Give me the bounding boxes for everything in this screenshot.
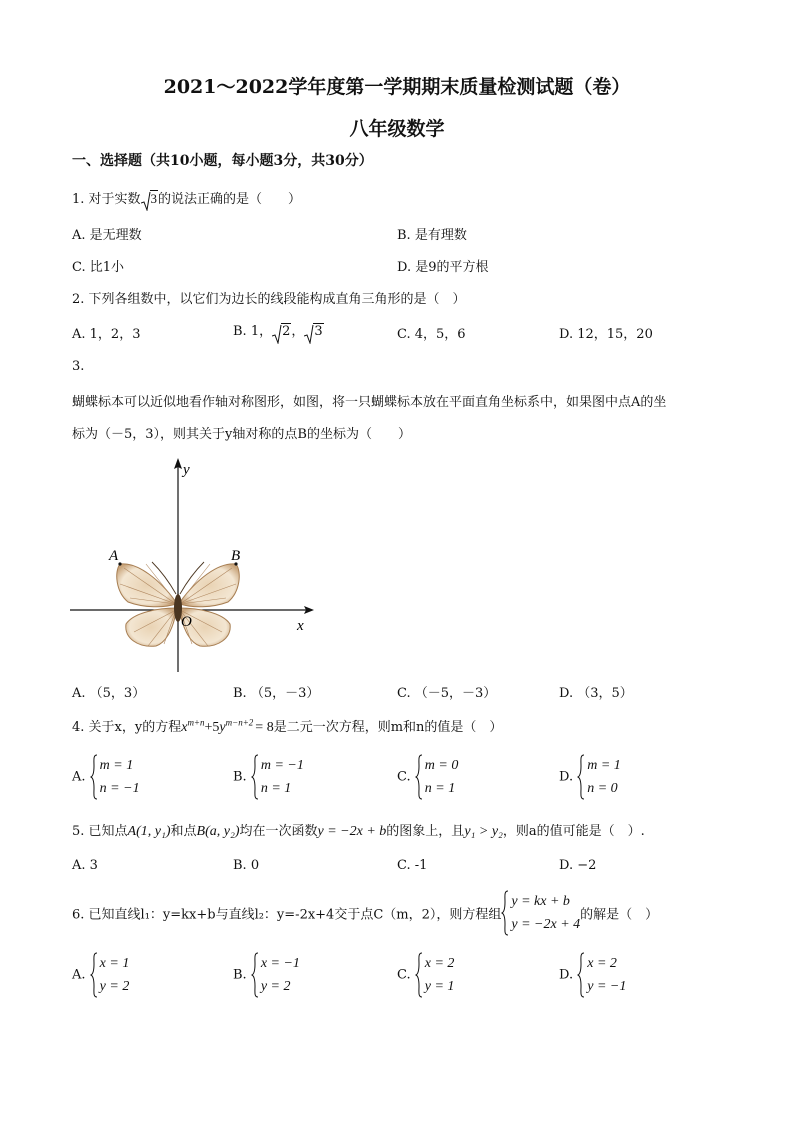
- q4-option-b[interactable]: B. m = −1 n = 1: [233, 754, 304, 800]
- page-subtitle: 八年级数学: [349, 118, 445, 140]
- q5-option-d[interactable]: D. −2: [559, 858, 597, 873]
- q2-option-c[interactable]: C. 4，5，6: [397, 327, 466, 342]
- q5-option-c[interactable]: C. -1: [397, 858, 428, 873]
- question-2: 2. 下列各组数中，以它们为边长的线段能构成直角三角形的是（ ）: [72, 292, 466, 307]
- question-1-suffix: 的说法正确的是（ ）: [158, 192, 302, 207]
- q3-option-d[interactable]: D. （3，5）: [559, 686, 633, 701]
- sqrt-3: 3: [141, 191, 159, 207]
- q1-option-d[interactable]: D. 是9的平方根: [397, 260, 489, 275]
- page-title: 2021～2022学年度第一学期期末质量检测试题（卷）: [163, 76, 631, 98]
- q4-option-a[interactable]: A. m = 1 n = −1: [72, 754, 140, 800]
- question-6: 6. 已知直线l₁：y=kx+b与直线l₂：y=-2x+4交于点C（m，2），则方程组 y = kx + b y = −2x + 4的解是（ ）: [72, 890, 658, 936]
- q2-option-d[interactable]: D. 12，15，20: [559, 327, 653, 342]
- q6-option-b[interactable]: B. x = −1 y = 2: [233, 952, 300, 998]
- question-1-prefix: 1. 对于实数: [72, 192, 141, 207]
- q6-option-d[interactable]: D. x = 2 y = −1: [559, 952, 626, 998]
- q6-option-c[interactable]: C. x = 2 y = 1: [397, 952, 454, 998]
- label-x: x: [297, 618, 304, 634]
- q4-option-d[interactable]: D. m = 1 n = 0: [559, 754, 621, 800]
- section-heading: 一、选择题（共10小题，每小题3分，共30分）: [72, 153, 373, 169]
- label-y: y: [183, 462, 190, 478]
- sqrt-2: 2: [272, 324, 291, 339]
- label-o: O: [181, 614, 192, 630]
- sqrt-3: 3: [304, 324, 323, 339]
- question-4: 4. 关于x，y的方程$x^{m+n}+5y^{m-n+2} = 8$是二元一次方程，则m和n的值是（ ）: [72, 717, 503, 735]
- point-a: [118, 562, 121, 565]
- q2-option-b[interactable]: B. 1， 2， 3: [233, 320, 324, 339]
- q3-option-c[interactable]: C. （－5，－3）: [397, 686, 497, 701]
- question-3-line-2: 标为（－5，3），则其关于y轴对称的点B的坐标为（ ）: [72, 427, 411, 442]
- q5-option-a[interactable]: A. 3: [72, 858, 98, 873]
- q6-option-a[interactable]: A. x = 1 y = 2: [72, 952, 129, 998]
- question-5: 5. 已知点A(1, y₁)和点B(a, y₂)均在一次函数y = −2x + b的图象上，且y₁ > y₂，则a的值可能是（ ）.: [72, 824, 645, 839]
- q3-option-b[interactable]: B. （5，－3）: [233, 686, 320, 701]
- q5-option-b[interactable]: B. 0: [233, 858, 260, 873]
- q2-option-a[interactable]: A. 1，2，3: [72, 327, 141, 342]
- q4-option-c[interactable]: C. m = 0 n = 1: [397, 754, 458, 800]
- q1-option-c[interactable]: C. 比1小: [72, 260, 125, 275]
- butterfly-figure: [64, 452, 324, 677]
- q1-option-b[interactable]: B. 是有理数: [397, 228, 467, 243]
- label-b: B: [231, 548, 241, 564]
- question-3-line-1: 蝴蝶标本可以近似地看作轴对称图形，如图，将一只蝴蝶标本放在平面直角坐标系中，如果图中点A的坐: [72, 395, 667, 410]
- question-1: [72, 188, 301, 207]
- label-a: A: [109, 548, 119, 564]
- question-3-number: 3.: [72, 359, 85, 374]
- q1-option-a[interactable]: A. 是无理数: [72, 228, 142, 243]
- q3-option-a[interactable]: A. （5，3）: [72, 686, 146, 701]
